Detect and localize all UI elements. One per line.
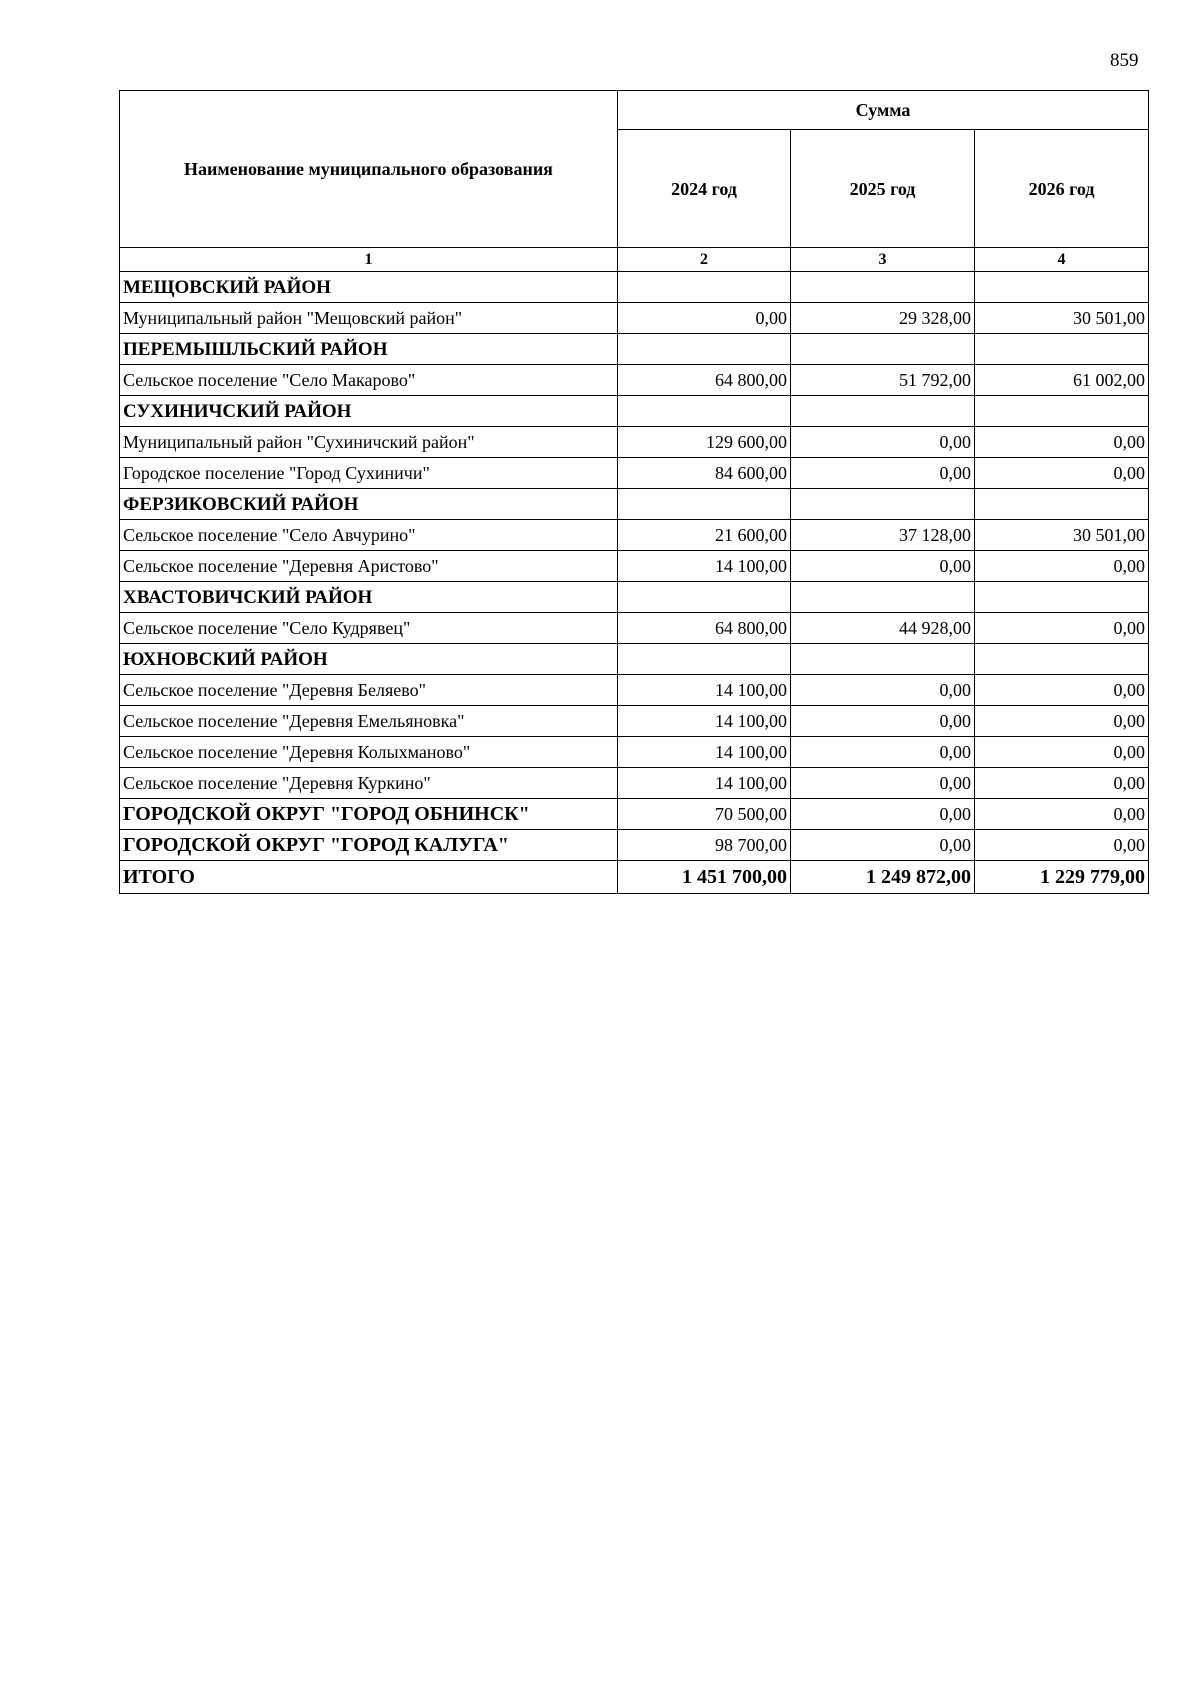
district-row: [120, 334, 1149, 365]
table-row: [120, 365, 1149, 396]
value-2026: [975, 396, 1149, 427]
value-2024: 70 500,00: [618, 799, 791, 830]
value-2024: [618, 582, 791, 613]
value-2026: 30 501,00: [975, 520, 1149, 551]
table-row: [120, 458, 1149, 489]
total-2025: 1 249 872,00: [791, 861, 975, 894]
row-name: Муниципальный район "Мещовский район": [120, 303, 618, 334]
value-2025: 0,00: [791, 768, 975, 799]
table-row: [120, 427, 1149, 458]
column-number: 1: [120, 248, 618, 272]
table-header: [120, 91, 1149, 272]
value-2024: [618, 272, 791, 303]
value-2024: [618, 334, 791, 365]
budget-table: [119, 90, 1149, 894]
row-name: ФЕРЗИКОВСКИЙ РАЙОН: [120, 489, 618, 520]
value-2025: 51 792,00: [791, 365, 975, 396]
district-row: [120, 272, 1149, 303]
value-2026: [975, 272, 1149, 303]
column-number: 3: [791, 248, 975, 272]
table-row: [120, 520, 1149, 551]
row-name: Сельское поселение "Деревня Аристово": [120, 551, 618, 582]
value-2024: 21 600,00: [618, 520, 791, 551]
value-2026: 0,00: [975, 458, 1149, 489]
value-2025: 0,00: [791, 706, 975, 737]
table-row: [120, 551, 1149, 582]
value-2024: 0,00: [618, 303, 791, 334]
row-name: Сельское поселение "Село Макарово": [120, 365, 618, 396]
column-number: 4: [975, 248, 1149, 272]
value-2024: 14 100,00: [618, 551, 791, 582]
value-2025: [791, 272, 975, 303]
header-name: Наименование муниципального образования: [120, 91, 618, 248]
row-name: Сельское поселение "Деревня Беляево": [120, 675, 618, 706]
district-row: [120, 644, 1149, 675]
district-row: [120, 489, 1149, 520]
header-year-2024: 2024 год: [618, 130, 791, 248]
row-name: Городское поселение "Город Сухиничи": [120, 458, 618, 489]
row-name: СУХИНИЧСКИЙ РАЙОН: [120, 396, 618, 427]
header-sum: Сумма: [618, 91, 1149, 130]
table-body: [120, 272, 1149, 861]
value-2024: 14 100,00: [618, 706, 791, 737]
row-name: ПЕРЕМЫШЛЬСКИЙ РАЙОН: [120, 334, 618, 365]
value-2024: 129 600,00: [618, 427, 791, 458]
value-2025: 0,00: [791, 830, 975, 861]
row-name: Сельское поселение "Деревня Куркино": [120, 768, 618, 799]
table-row: [120, 675, 1149, 706]
header-year-2025: 2025 год: [791, 130, 975, 248]
value-2025: 0,00: [791, 427, 975, 458]
value-2026: 0,00: [975, 768, 1149, 799]
value-2026: 0,00: [975, 830, 1149, 861]
total-2024: 1 451 700,00: [618, 861, 791, 894]
district-row: [120, 396, 1149, 427]
value-2025: 29 328,00: [791, 303, 975, 334]
value-2024: 64 800,00: [618, 613, 791, 644]
table-row: [120, 737, 1149, 768]
value-2024: [618, 489, 791, 520]
value-2026: 0,00: [975, 427, 1149, 458]
value-2026: [975, 582, 1149, 613]
value-2026: 0,00: [975, 613, 1149, 644]
table-row: [120, 303, 1149, 334]
city-district-row: [120, 799, 1149, 830]
table-row: [120, 613, 1149, 644]
value-2025: 0,00: [791, 551, 975, 582]
row-name: Сельское поселение "Деревня Емельяновка": [120, 706, 618, 737]
value-2025: 0,00: [791, 799, 975, 830]
value-2026: [975, 334, 1149, 365]
row-name: МЕЩОВСКИЙ РАЙОН: [120, 272, 618, 303]
header-year-2026: 2026 год: [975, 130, 1149, 248]
value-2026: 0,00: [975, 737, 1149, 768]
value-2026: 61 002,00: [975, 365, 1149, 396]
value-2026: 0,00: [975, 799, 1149, 830]
value-2024: [618, 644, 791, 675]
value-2026: [975, 644, 1149, 675]
total-label: ИТОГО: [120, 861, 618, 894]
value-2024: 14 100,00: [618, 675, 791, 706]
value-2025: 0,00: [791, 675, 975, 706]
row-name: Сельское поселение "Село Авчурино": [120, 520, 618, 551]
value-2024: 14 100,00: [618, 737, 791, 768]
value-2024: [618, 396, 791, 427]
table-row: [120, 768, 1149, 799]
value-2025: 44 928,00: [791, 613, 975, 644]
row-name: ГОРОДСКОЙ ОКРУГ "ГОРОД КАЛУГА": [120, 830, 618, 861]
value-2025: 0,00: [791, 737, 975, 768]
value-2025: [791, 334, 975, 365]
value-2026: 0,00: [975, 706, 1149, 737]
value-2025: [791, 644, 975, 675]
value-2024: 84 600,00: [618, 458, 791, 489]
row-name: ХВАСТОВИЧСКИЙ РАЙОН: [120, 582, 618, 613]
value-2024: 14 100,00: [618, 768, 791, 799]
row-name: Муниципальный район "Сухиничский район": [120, 427, 618, 458]
total-row: [120, 861, 1149, 894]
row-name: ГОРОДСКОЙ ОКРУГ "ГОРОД ОБНИНСК": [120, 799, 618, 830]
value-2025: [791, 489, 975, 520]
value-2024: 98 700,00: [618, 830, 791, 861]
page-number: 859: [1110, 50, 1139, 71]
table-row: [120, 706, 1149, 737]
row-name: Сельское поселение "Деревня Колыхманово": [120, 737, 618, 768]
row-name: Сельское поселение "Село Кудрявец": [120, 613, 618, 644]
district-row: [120, 582, 1149, 613]
value-2024: 64 800,00: [618, 365, 791, 396]
value-2025: [791, 582, 975, 613]
value-2026: 0,00: [975, 675, 1149, 706]
value-2025: 0,00: [791, 458, 975, 489]
total-2026: 1 229 779,00: [975, 861, 1149, 894]
row-name: ЮХНОВСКИЙ РАЙОН: [120, 644, 618, 675]
value-2026: 30 501,00: [975, 303, 1149, 334]
city-district-row: [120, 830, 1149, 861]
value-2026: 0,00: [975, 551, 1149, 582]
value-2026: [975, 489, 1149, 520]
value-2025: [791, 396, 975, 427]
column-number: 2: [618, 248, 791, 272]
value-2025: 37 128,00: [791, 520, 975, 551]
